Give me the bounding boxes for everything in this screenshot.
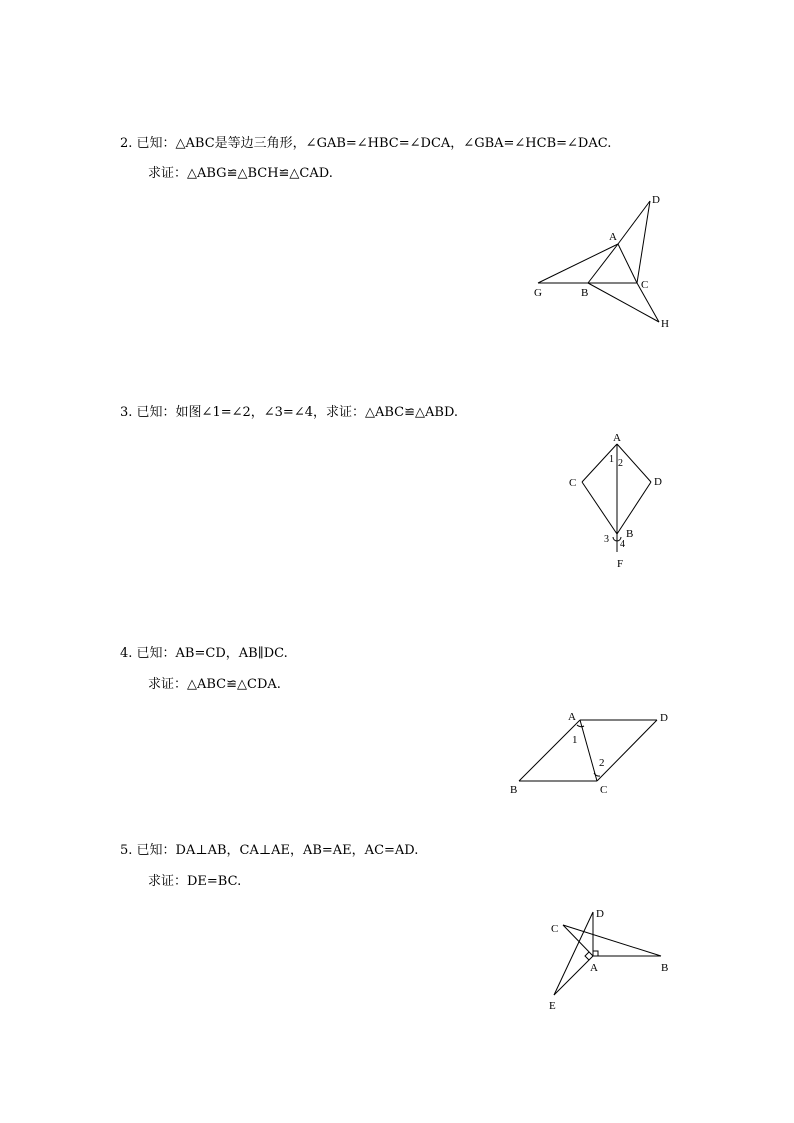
label-3: 3	[604, 534, 609, 545]
problem-3-given-text: 已知：如图∠1=∠2，∠3=∠4，求证：△ABC≌△ABD.	[136, 405, 459, 420]
problem-5-given	[120, 843, 418, 859]
label-1-4: 1	[572, 734, 578, 746]
label-2-4: 2	[599, 757, 605, 769]
problem-5-prove: 求证：DE=BC.	[148, 874, 242, 889]
label-H: H	[661, 318, 669, 330]
label-4: 4	[620, 539, 625, 550]
segment-AC-4	[580, 720, 597, 781]
problem-2-number: 2.	[120, 136, 133, 151]
problem-4-given-text: 已知：AB=CD，AB∥DC.	[136, 646, 288, 661]
angle-arc-1	[577, 725, 584, 727]
problem-4-prove: 求证：△ABC≌△CDA.	[148, 677, 281, 692]
segment-DC	[637, 201, 650, 283]
problem-2-prove: 求证：△ABG≌△BCH≌△CAD.	[148, 166, 333, 181]
label-F-3: F	[617, 558, 624, 570]
label-B: B	[581, 287, 589, 299]
label-G: G	[534, 287, 542, 299]
label-B-5: B	[661, 962, 669, 974]
label-C: C	[641, 279, 649, 291]
problem-5-given-text: 已知：DA⊥AB，CA⊥AE，AB=AE，AC=AD.	[136, 843, 419, 858]
label-D-4: D	[660, 712, 668, 724]
segment-GA	[538, 244, 618, 283]
segment-AC	[618, 244, 637, 283]
label-A-4: A	[568, 711, 576, 723]
label-1: 1	[609, 454, 614, 465]
label-D-5: D	[596, 908, 604, 920]
label-B-3: B	[626, 528, 634, 540]
segment-CD-4	[597, 720, 657, 781]
label-A-5: A	[590, 962, 598, 974]
label-A: A	[609, 231, 617, 243]
segment-DB-3	[617, 482, 651, 534]
problem-2-given-text: 已知：△ABC是等边三角形，∠GAB=∠HBC=∠DCA，∠GBA=∠HCB=∠DAC.	[136, 136, 612, 151]
segment-AB	[588, 244, 618, 283]
label-A-3: A	[613, 432, 621, 444]
label-C-5: C	[551, 923, 559, 935]
label-2: 2	[618, 458, 623, 469]
label-D: D	[652, 194, 660, 206]
right-angle-CAE	[585, 952, 589, 960]
segment-CB-3	[582, 482, 617, 534]
right-angle-DAB	[593, 951, 598, 956]
segment-AD	[618, 201, 650, 244]
label-C-3: C	[569, 477, 577, 489]
label-D-3: D	[654, 476, 662, 488]
problem-5-number: 5.	[120, 843, 133, 858]
label-E-5: E	[549, 1000, 556, 1012]
segment-AE-5	[554, 956, 593, 995]
problem-3-number: 3.	[120, 405, 133, 420]
label-C-4: C	[600, 784, 608, 796]
problem-3-given	[120, 405, 458, 421]
label-B-4: B	[510, 784, 518, 796]
problem-4-number: 4.	[120, 646, 133, 661]
problem-4-given	[120, 646, 288, 662]
segment-AB-4	[519, 720, 580, 781]
